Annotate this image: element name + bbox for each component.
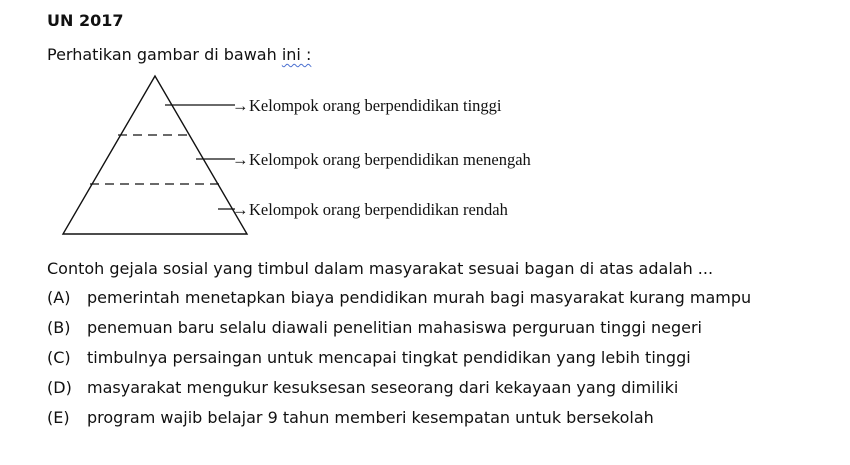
option-a	[47, 288, 751, 318]
option-letter: (E)	[47, 408, 70, 427]
option-text: program wajib belajar 9 tahun memberi kesempatan untuk bersekolah	[87, 408, 654, 427]
arrow-glyph-bottom: →	[232, 200, 249, 219]
option-letter: (D)	[47, 378, 72, 397]
question-text: Contoh gejala sosial yang timbul dalam masyarakat sesuai bagan di atas adalah ...	[47, 259, 714, 278]
option-text: masyarakat mengukur kesuksesan seseorang dari kekayaan yang dimiliki	[87, 378, 679, 397]
option-b	[47, 318, 751, 348]
label-low-education: Kelompok orang berpendidikan rendah	[249, 200, 508, 219]
arrow-glyph-top: →	[232, 96, 249, 115]
option-letter: (C)	[47, 348, 71, 367]
option-text: penemuan baru selalu diawali penelitian mahasiswa perguruan tinggi negeri	[87, 318, 702, 337]
exam-heading: UN 2017	[47, 11, 124, 30]
label-middle-education: Kelompok orang berpendidikan menengah	[249, 150, 531, 169]
intro-instruction	[47, 45, 311, 65]
option-e	[47, 408, 751, 438]
option-text: pemerintah menetapkan biaya pendidikan murah bagi masyarakat kurang mampu	[87, 288, 752, 307]
option-letter: (A)	[47, 288, 71, 307]
pyramid-outline	[63, 76, 247, 234]
intro-underlined-word: ini :	[281, 45, 312, 64]
option-text: timbulnya persaingan untuk mencapai tingkat pendidikan yang lebih tinggi	[87, 348, 691, 367]
answer-options	[47, 288, 751, 438]
education-stratification-pyramid	[55, 72, 635, 240]
intro-text: Perhatikan gambar di bawah	[47, 45, 282, 64]
label-high-education: Kelompok orang berpendidikan tinggi	[249, 96, 502, 115]
option-c	[47, 348, 751, 378]
option-letter: (B)	[47, 318, 71, 337]
arrow-glyph-middle: →	[232, 150, 249, 169]
option-d	[47, 378, 751, 408]
